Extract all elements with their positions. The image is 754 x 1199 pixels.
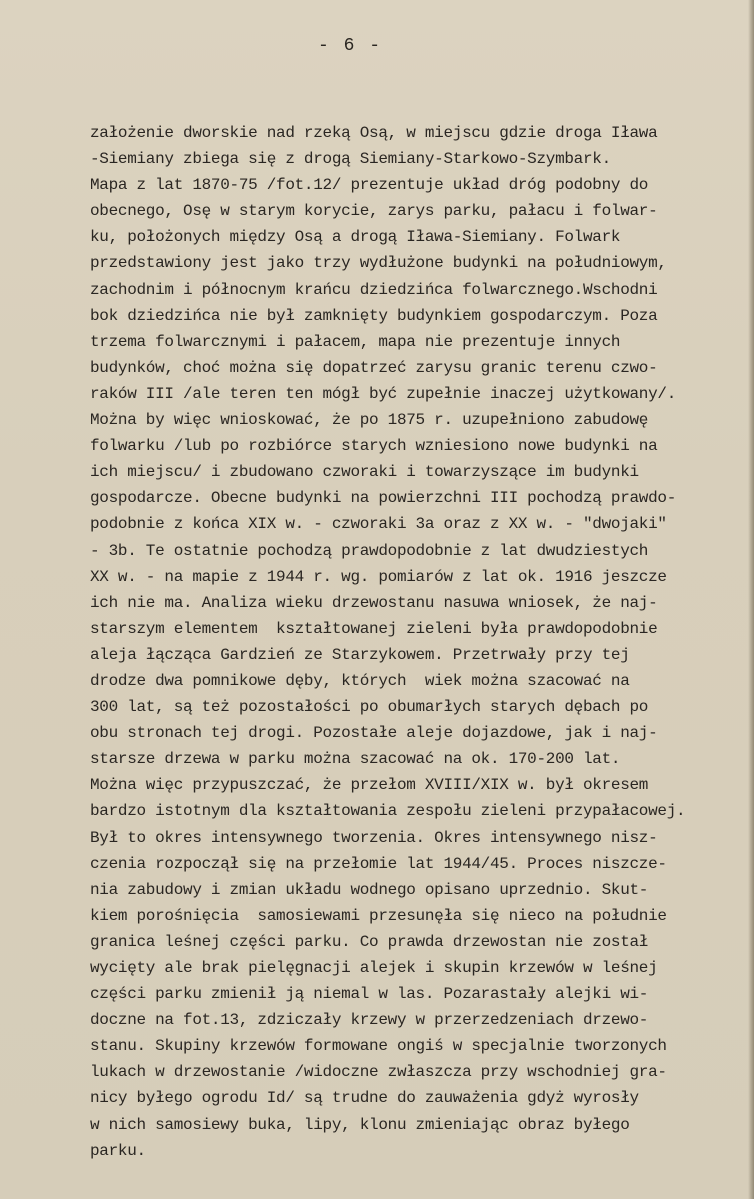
text-line: - 3b. Te ostatnie pochodzą prawdopodobnie z lat dwudziestych: [90, 541, 649, 560]
text-line: założenie dworskie nad rzeką Osą, w miejscu gdzie droga Iława: [90, 124, 658, 142]
text-line: ich nie ma. Analiza wieku drzewostanu nasuwa wniosek, że naj-: [90, 593, 658, 612]
text-line: budynków, choć można się dopatrzeć zarysu granic terenu czwo-: [90, 358, 658, 377]
text-line: Był to okres intensywnego tworzenia. Okres intensywnego nisz-: [90, 828, 658, 847]
text-line: granica leśnej części parku. Co prawda drzewostan nie został: [90, 932, 649, 951]
text-line: kiem porośnięcia samosiewami przesunęła się nieco na południe: [90, 906, 667, 925]
text-line: ich miejscu/ i zbudowano czworaki i towarzyszące im budynki: [90, 463, 639, 482]
text-line: XX w. - na mapie z 1944 r. wg. pomiarów z lat ok. 1916 jeszcze: [90, 567, 667, 586]
text-line: drodze dwa pomnikowe dęby, których wiek można szacować na: [90, 671, 630, 690]
page-number: - 6 -: [318, 36, 383, 56]
text-line: folwarku /lub po rozbiórce starych wzniesiono nowe budynki na: [90, 437, 658, 456]
text-line: parku.: [90, 1141, 146, 1160]
text-line: raków III /ale teren ten mógł być zupełnie inaczej użytkowany/.: [90, 384, 676, 403]
text-line: w nich samosiewy buka, lipy, klonu zmieniając obraz byłego: [90, 1115, 630, 1134]
text-line: ku, położonych między Osą a drogą Iława-Siemiany. Folwark: [90, 228, 621, 247]
text-line: przedstawiony jest jako trzy wydłużone budynki na południowym,: [90, 254, 667, 273]
text-line: Można by więc wnioskować, że po 1875 r. uzupełniono zabudowę: [90, 411, 649, 430]
text-line: gospodarcze. Obecne budynki na powierzchni III pochodzą prawdo-: [90, 489, 676, 508]
text-line: wycięty ale brak pielęgnacji alejek i skupin krzewów w leśnej: [90, 959, 658, 977]
text-line: nia zabudowy i zmian układu wodnego opisano uprzednio. Skut-: [90, 880, 649, 899]
text-line: obecnego, Osę w starym korycie, zarys parku, pałacu i folwar-: [90, 202, 658, 221]
body-text: [90, 120, 750, 1164]
text-line: czenia rozpoczął się na przełomie lat 1944/45. Proces niszcze-: [90, 854, 667, 873]
text-line: zachodnim i północnym krańcu dziedzińca folwarcznego.Wschodni: [90, 280, 658, 299]
text-line: Mapa z lat 1870-75 /fot.12/ prezentuje układ dróg podobny do: [90, 176, 649, 195]
text-line: doczne na fot.13, zdziczały krzewy w przerzedzeniach drzewo-: [90, 1011, 649, 1030]
text-line: bok dziedzińca nie był zamknięty budynkiem gospodarczym. Poza: [90, 306, 658, 325]
text-line: nicy byłego ogrodu Id/ są trudne do zauważenia gdyż wyrosły: [90, 1089, 639, 1108]
text-line: 300 lat, są też pozostałości po obumarłych starych dębach po: [90, 698, 649, 717]
text-line: podobnie z końca XIX w. - czworaki 3a oraz z XX w. - "dwojaki": [90, 515, 667, 534]
text-line: Można więc przypuszczać, że przełom XVIII/XIX w. był okresem: [90, 776, 649, 795]
text-line: części parku zmienił ją niemal w las. Pozarastały alejki wi-: [90, 985, 649, 1004]
text-line: -Siemiany zbiega się z drogą Siemiany-Starkowo-Szymbark.: [90, 150, 611, 169]
text-line: aleja łącząca Gardzień ze Starzykowem. Przetrwały przy tej: [90, 645, 630, 664]
text-line: trzema folwarcznymi i pałacem, mapa nie prezentuje innych: [90, 332, 621, 351]
text-line: stanu. Skupiny krzewów formowane ongiś w specjalnie tworzonych: [90, 1037, 667, 1056]
text-line: lukach w drzewostanie /widoczne zwłaszcza przy wschodniej gra-: [90, 1063, 667, 1082]
text-line: obu stronach tej drogi. Pozostałe aleje dojazdowe, jak i naj-: [90, 724, 658, 743]
text-line: starszym elementem kształtowanej zieleni była prawdopodobnie: [90, 619, 658, 638]
text-line: bardzo istotnym dla kształtowania zespołu zieleni przypałacowej.: [90, 802, 686, 821]
text-line: starsze drzewa w parku można szacować na ok. 170-200 lat.: [90, 750, 621, 769]
